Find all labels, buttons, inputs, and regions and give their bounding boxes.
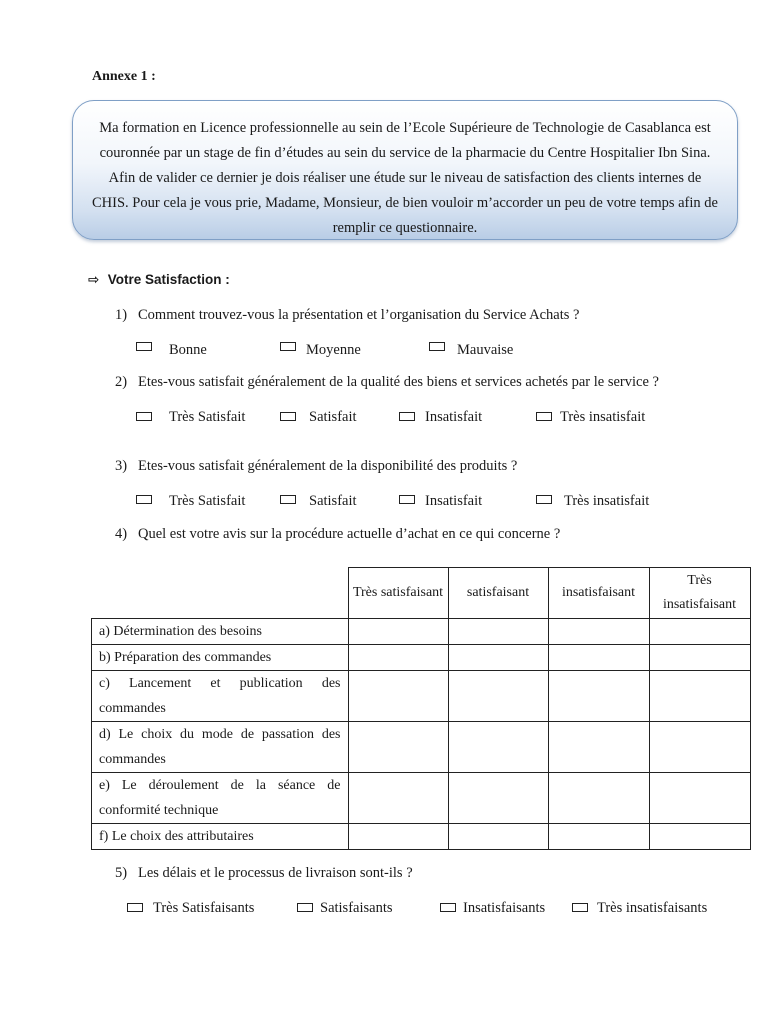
rating-cell[interactable] — [348, 671, 448, 722]
intro-text: Ma formation en Licence professionnelle au sein de l’Ecole Supérieure de Technologie de Casablanca est couronnée par un stage de fin d’études au sein du service de la pharmacie du Centre Hospitalier Ibn Sina. Afin de valider ce dernier je dois réaliser une étude sur le niveau de satisfaction des clients internes de CHIS. Pour cela je vous prie, Madame, Monsieur, de bien vouloir m’accorder un peu de votre temps afin de remplir ce questionnaire. — [92, 120, 718, 236]
q5-option-tres-satisfaisants-checkbox[interactable] — [127, 903, 143, 912]
option-label: Satisfait — [309, 493, 357, 509]
q5-option-tres-insatisfaisants-checkbox[interactable] — [572, 903, 588, 912]
q2-option-insatisfait-checkbox[interactable] — [399, 412, 415, 421]
q3-option-tres-insatisfait-checkbox[interactable] — [536, 495, 552, 504]
evaluation-table — [91, 567, 751, 850]
rating-cell[interactable] — [448, 671, 548, 722]
rating-cell[interactable] — [448, 645, 548, 671]
q2-option-satisfait-checkbox[interactable] — [280, 412, 296, 421]
q3-option-satisfait-checkbox[interactable] — [280, 495, 296, 504]
header-tres-insatisfaisant: Très insatisfaisant — [649, 568, 750, 619]
q2-option-tres-insatisfait-checkbox[interactable] — [536, 412, 552, 421]
rating-cell[interactable] — [548, 722, 649, 773]
header-satisfaisant: satisfaisant — [448, 568, 548, 619]
rating-cell[interactable] — [548, 619, 649, 645]
table-row — [92, 773, 751, 824]
section-heading — [88, 272, 230, 288]
q2-option-tres-satisfait-checkbox[interactable] — [136, 412, 152, 421]
intro-box — [72, 100, 738, 240]
question-number: 3) — [115, 458, 128, 474]
question-text: Quel est votre avis sur la procédure actuelle d’achat en ce qui concerne ? — [138, 526, 561, 542]
option-label: Insatisfaisants — [463, 900, 546, 916]
rating-cell[interactable] — [348, 824, 448, 850]
row-criterion: f) Le choix des attributaires — [92, 824, 349, 850]
table-row — [92, 645, 751, 671]
rating-cell[interactable] — [649, 671, 750, 722]
header-insatisfaisant: insatisfaisant — [548, 568, 649, 619]
rating-cell[interactable] — [448, 824, 548, 850]
question-2 — [115, 374, 659, 391]
rating-cell[interactable] — [548, 773, 649, 824]
q5-option-insatisfaisants-checkbox[interactable] — [440, 903, 456, 912]
rating-cell[interactable] — [649, 722, 750, 773]
rating-cell[interactable] — [548, 824, 649, 850]
table-corner — [92, 568, 349, 619]
question-5 — [115, 865, 413, 882]
table-row — [92, 619, 751, 645]
option-label: Satisfaisants — [320, 900, 393, 916]
question-1 — [115, 307, 579, 324]
question-4 — [115, 526, 560, 543]
table-row — [92, 671, 751, 722]
rating-cell[interactable] — [649, 619, 750, 645]
table-row — [92, 824, 751, 850]
rating-cell[interactable] — [548, 645, 649, 671]
question-number: 2) — [115, 374, 128, 390]
option-label: Très insatisfait — [560, 409, 646, 425]
q3-option-insatisfait-checkbox[interactable] — [399, 495, 415, 504]
arrow-right-icon: ⇨ — [88, 272, 100, 287]
question-text: Comment trouvez-vous la présentation et l’organisation du Service Achats ? — [138, 307, 580, 323]
table-header-row — [92, 568, 751, 619]
rating-cell[interactable] — [348, 619, 448, 645]
option-label: Très insatisfait — [564, 493, 650, 509]
q3-option-tres-satisfait-checkbox[interactable] — [136, 495, 152, 504]
option-label: Satisfait — [309, 409, 357, 425]
annex-title: Annexe 1 : — [92, 69, 156, 84]
question-number: 4) — [115, 526, 128, 542]
rating-cell[interactable] — [649, 645, 750, 671]
option-label: Insatisfait — [425, 409, 483, 425]
option-label: Très Satisfait — [169, 409, 246, 425]
option-label: Insatisfait — [425, 493, 483, 509]
question-3 — [115, 458, 517, 475]
question-number: 1) — [115, 307, 128, 323]
rating-cell[interactable] — [448, 722, 548, 773]
option-label: Très Satisfaisants — [153, 900, 255, 916]
question-text: Les délais et le processus de livraison sont-ils ? — [138, 865, 413, 881]
rating-cell[interactable] — [548, 671, 649, 722]
q5-option-satisfaisants-checkbox[interactable] — [297, 903, 313, 912]
option-label: Moyenne — [306, 342, 361, 358]
rating-cell[interactable] — [348, 773, 448, 824]
rating-cell[interactable] — [448, 619, 548, 645]
option-label: Mauvaise — [457, 342, 514, 358]
option-label: Bonne — [169, 342, 207, 358]
q1-option-bonne-checkbox[interactable] — [136, 342, 152, 351]
rating-cell[interactable] — [649, 824, 750, 850]
question-text: Etes-vous satisfait généralement de la disponibilité des produits ? — [138, 458, 518, 474]
question-number: 5) — [115, 865, 128, 881]
option-label: Très insatisfaisants — [597, 900, 708, 916]
q1-option-mauvaise-checkbox[interactable] — [429, 342, 445, 351]
row-criterion: b) Préparation des commandes — [92, 645, 349, 671]
header-tres-satisfaisant: Très satisfaisant — [348, 568, 448, 619]
q1-option-moyenne-checkbox[interactable] — [280, 342, 296, 351]
row-criterion: a) Détermination des besoins — [92, 619, 349, 645]
question-text: Etes-vous satisfait généralement de la qualité des biens et services achetés par le service ? — [138, 374, 659, 390]
row-criterion: e) Le déroulement de la séance de conformité technique — [92, 773, 349, 824]
rating-cell[interactable] — [448, 773, 548, 824]
section-heading-label: Votre Satisfaction : — [107, 272, 230, 287]
rating-cell[interactable] — [348, 722, 448, 773]
rating-cell[interactable] — [348, 645, 448, 671]
table-row — [92, 722, 751, 773]
rating-cell[interactable] — [649, 773, 750, 824]
option-label: Très Satisfait — [169, 493, 246, 509]
row-criterion: d) Le choix du mode de passation des commandes — [92, 722, 349, 773]
row-criterion: c) Lancement et publication des commandes — [92, 671, 349, 722]
